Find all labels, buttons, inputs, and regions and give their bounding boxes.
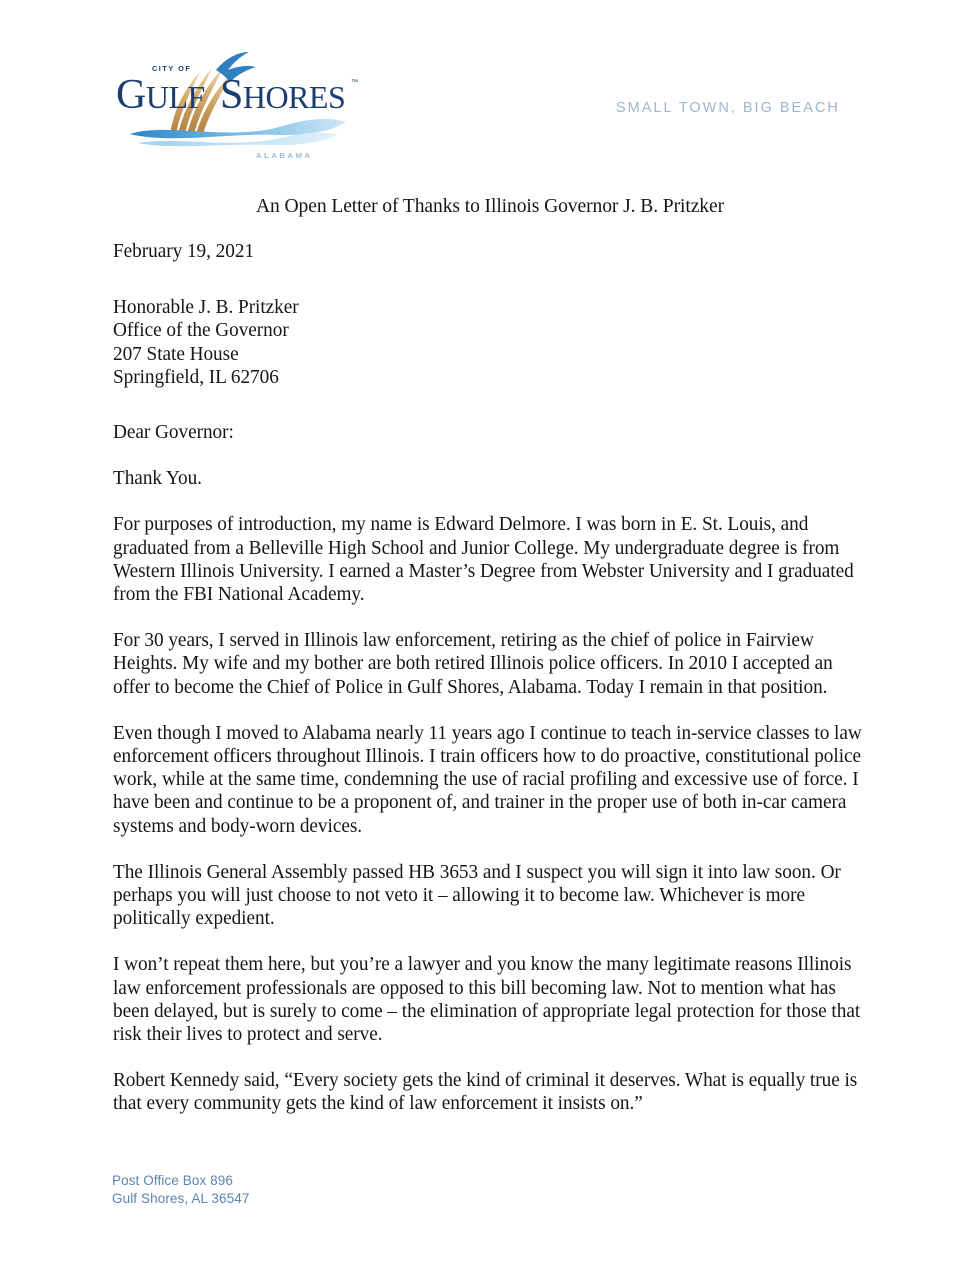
footer-po-box: Post Office Box 896	[112, 1173, 233, 1188]
logo-trademark-text: ™	[351, 79, 358, 86]
body-paragraph: For purposes of introduction, my name is Edward Delmore. I was born in E. St. Louis, and graduated from a Belleville High School and Junior College. My undergraduate degree is from Western Illinois University. I earned a Master’s Degree from Webster University and I graduated from the FBI National Academy.	[113, 513, 854, 606]
wave-icon	[130, 119, 346, 146]
body-paragraph: For 30 years, I served in Illinois law enforcement, retiring as the chief of police in Fairview Heights. My wife and my bother are both retired Illinois police officers. In 2010 I accepted an offer to become the Chief of Police in Gulf Shores, Alabama. Today I remain in that position.	[113, 629, 833, 698]
logo-shores-text: SHORES	[220, 72, 346, 118]
logo-alabama-text: ALABAMA	[256, 151, 313, 160]
page-title: An Open Letter of Thanks to Illinois Governor J. B. Pritzker	[255, 195, 725, 217]
salutation: Dear Governor:	[113, 421, 234, 444]
recipient-address	[113, 296, 867, 389]
recipient-line: Springfield, IL 62706	[113, 365, 279, 388]
letter-date: February 19, 2021	[113, 240, 255, 262]
body-paragraph: I won’t repeat them here, but you’re a lawyer and you know the many legitimate reasons Illinois law enforcement professionals are opposed to this bill becoming law. Not to mention what has been delayed, but is surely to come – the elimination of appropriate legal protection for those that risk their lives to protect and serve.	[113, 953, 861, 1046]
letterhead-tagline: SMALL TOWN, BIG BEACH	[616, 100, 840, 116]
quote-paragraph: Robert Kennedy said, “Every society gets the kind of criminal it deserves. What is equally true is that every community gets the kind of law enforcement it insists on.”	[113, 1069, 858, 1115]
city-of-gulf-shores-logo	[108, 46, 368, 164]
recipient-line: Honorable J. B. Pritzker	[113, 296, 299, 319]
logo-gulf-text: GULF	[116, 72, 205, 118]
opening-line: Thank You.	[113, 467, 202, 490]
body-paragraph: Even though I moved to Alabama nearly 11 years ago I continue to teach in-service classes to law enforcement officers throughout Illinois. I train officers how to do proactive, constitutional police work, while at the same time, condemning the use of racial profiling and excessive use of force. I have been and continue to be a proponent of, and trainer in the proper use of both in-car camera systems and body-worn devices.	[113, 721, 862, 837]
letterhead-footer-address	[112, 1172, 249, 1207]
logo-city-of-text: CITY OF	[152, 64, 192, 73]
logo-artwork	[108, 46, 368, 164]
body-paragraph: The Illinois General Assembly passed HB 3653 and I suspect you will sign it into law soon. Or perhaps you will just choose to not veto it – allowing it to become law. Whichever is more politically expedient.	[113, 860, 841, 930]
letter-body	[113, 240, 868, 1116]
recipient-line: 207 State House	[113, 342, 239, 365]
footer-city-state-zip: Gulf Shores, AL 36547	[112, 1190, 250, 1206]
letterhead	[0, 0, 980, 178]
recipient-line: Office of the Governor	[113, 319, 289, 342]
